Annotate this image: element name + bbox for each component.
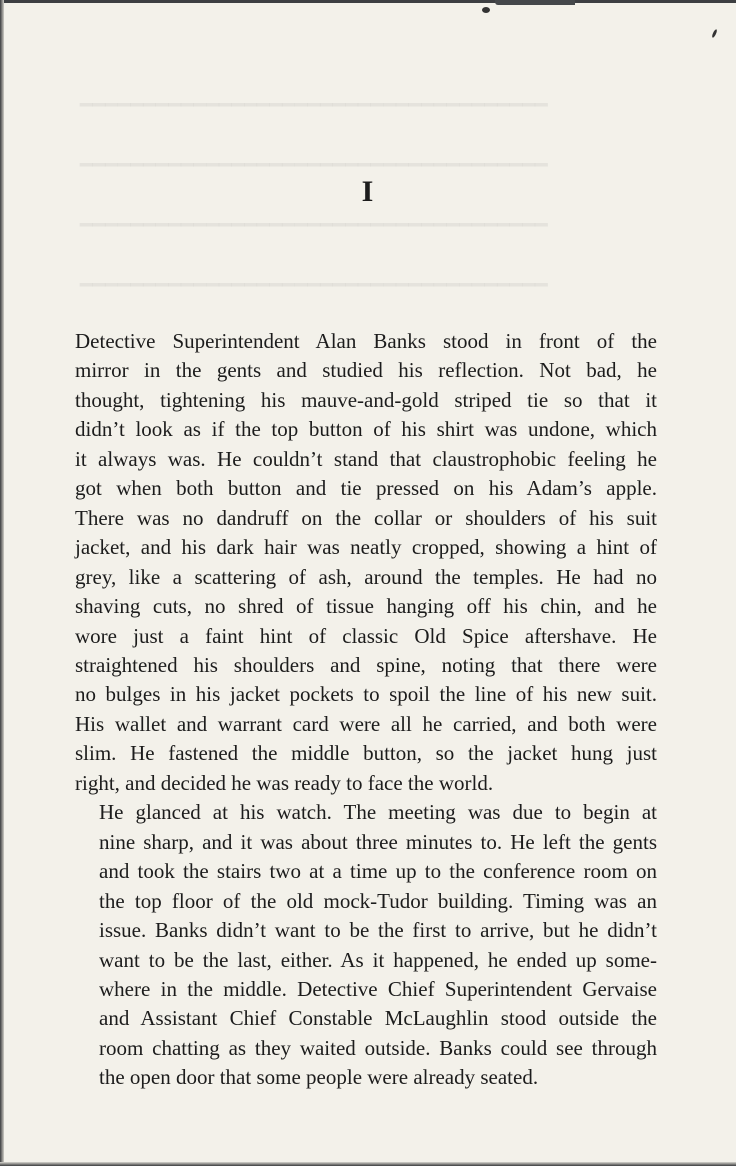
- text-line: it always was. He couldn’t stand that claustrophobic feeling he: [75, 446, 657, 471]
- text-line: grey, like a scattering of ash, around the temples. He had no: [75, 564, 657, 589]
- text-line: He glanced at his watch. The meeting was due to begin at: [99, 800, 657, 825]
- text-line: right, and decided he was ready to face the world.: [75, 770, 494, 795]
- ink-fleck: [711, 29, 718, 38]
- text-line: thought, tightening his mauve-and-gold striped tie so that it: [75, 387, 657, 412]
- scan-edge-top: [0, 0, 736, 3]
- text-line: room chatting as they waited outside. Banks could see through: [99, 1035, 657, 1060]
- scan-edge-tab: [495, 0, 575, 5]
- text-line: and took the stairs two at a time up to the conference room on: [99, 859, 657, 884]
- text-line: straightened his shoulders and spine, noting that there were: [75, 652, 657, 677]
- text-line: the top floor of the old mock-Tudor building. Timing was an: [99, 888, 657, 913]
- text-line: jacket, and his dark hair was neatly cropped, showing a hint of: [75, 535, 657, 560]
- text-line: didn’t look as if the top button of his shirt was undone, which: [75, 417, 657, 442]
- chapter-number: I: [361, 175, 375, 208]
- ink-fleck: [482, 7, 490, 13]
- scan-edge-bottom: [0, 1162, 736, 1166]
- text-line: Detective Superintendent Alan Banks stood in front of the: [75, 329, 657, 353]
- text-line: and Assistant Chief Constable McLaughlin stood outside the: [99, 1006, 657, 1031]
- text-line: want to be the last, either. As it happened, he ended up some-: [99, 947, 657, 972]
- text-line: where in the middle. Detective Chief Superintendent Gervaise: [99, 976, 657, 1001]
- text-line: slim. He fastened the middle button, so the jacket hung just: [75, 741, 657, 766]
- text-line: mirror in the gents and studied his reflection. Not bad, he: [75, 358, 657, 383]
- text-line: shaving cuts, no shred of tissue hanging off his chin, and he: [75, 594, 657, 619]
- text-line: His wallet and warrant card were all he carried, and both were: [75, 711, 657, 736]
- text-line: issue. Banks didn’t want to be the first to arrive, but he didn’t: [99, 918, 657, 943]
- text-line: There was no dandruff on the collar or shoulders of his suit: [75, 505, 657, 530]
- show-through-texture: ━━━━━━━━━━━━━━━━━━━━━━━━━━━━━━━━━━━━━: [80, 153, 548, 177]
- text-line: no bulges in his jacket pockets to spoil the line of his new suit.: [75, 682, 657, 707]
- show-through-texture: ━━━━━━━━━━━━━━━━━━━━━━━━━━━━━━━━━━━━━: [80, 273, 548, 297]
- chapter-body: [75, 327, 657, 1093]
- show-through-texture: ━━━━━━━━━━━━━━━━━━━━━━━━━━━━━━━━━━━━━: [80, 213, 548, 237]
- paragraph: [75, 327, 657, 798]
- text-line: the open door that some people were already seated.: [99, 1065, 539, 1090]
- text-line: got when both button and tie pressed on his Adam’s apple.: [75, 476, 657, 501]
- show-through-texture: ━━━━━━━━━━━━━━━━━━━━━━━━━━━━━━━━━━━━━: [80, 93, 548, 117]
- text-line: nine sharp, and it was about three minutes to. He left the gents: [99, 829, 657, 854]
- text-line: wore just a faint hint of classic Old Spice aftershave. He: [75, 623, 657, 648]
- paragraph: [75, 798, 657, 1093]
